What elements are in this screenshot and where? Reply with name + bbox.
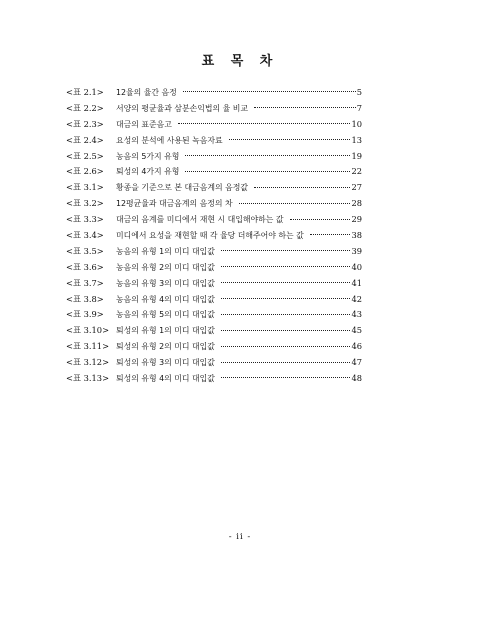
toc-entry-label: <표 2.5> <box>66 150 104 161</box>
toc-entry-title: 황종을 기준으로 본 대금음계의 음정값 <box>116 183 248 193</box>
toc-entry-label: <표 2.6> <box>66 166 104 177</box>
page-title: 표 목 차 <box>201 54 279 69</box>
dot-leader <box>185 155 350 156</box>
toc-entry-title: 요성의 분석에 사용된 녹음자료 <box>116 135 223 145</box>
dot-leader <box>254 107 356 108</box>
dot-leader <box>221 266 351 267</box>
toc-entry[interactable] <box>66 276 362 292</box>
toc-entry-page-number: 10 <box>351 118 362 129</box>
toc-entry-page-number: 28 <box>351 198 362 209</box>
toc-entry-page-number: 42 <box>351 293 362 304</box>
toc-entry-title: 퇴성의 4가지 유형 <box>116 167 180 177</box>
toc-entry-page-number: 27 <box>351 182 362 193</box>
toc-entry-title: 퇴성의 유형 2의 미디 대입값 <box>116 342 215 352</box>
toc-entry[interactable] <box>66 228 362 244</box>
toc-entry-label: <표 3.4> <box>66 230 104 241</box>
dot-leader <box>254 187 350 188</box>
toc-entry[interactable] <box>66 212 362 228</box>
dot-leader <box>221 330 351 331</box>
toc-entry-label: <표 3.3> <box>66 214 104 225</box>
dot-leader <box>221 346 351 347</box>
toc-entry[interactable] <box>66 339 362 355</box>
toc-entry-label: <표 3.13> <box>66 373 110 384</box>
toc-entry[interactable] <box>66 323 362 339</box>
toc-entry-page-number: 19 <box>351 150 362 161</box>
toc-entry-page-number: 45 <box>351 325 362 336</box>
toc-entry-title: 대금의 표준음고 <box>116 119 172 129</box>
toc-entry[interactable] <box>66 85 362 101</box>
toc-entry-page-number: 41 <box>351 277 362 288</box>
toc-entry[interactable] <box>66 307 362 323</box>
toc-entry[interactable] <box>66 133 362 149</box>
toc-entry[interactable] <box>66 117 362 133</box>
toc-entry-label: <표 3.5> <box>66 245 104 256</box>
table-of-contents <box>66 85 362 387</box>
toc-entry-label: <표 2.1> <box>66 87 104 97</box>
toc-entry-page-number: 46 <box>351 341 362 352</box>
toc-entry-label: <표 3.1> <box>66 182 104 193</box>
toc-entry-page-number: 13 <box>351 134 362 145</box>
toc-entry-title: 농음의 유형 1의 미디 대입값 <box>116 246 215 256</box>
toc-entry[interactable] <box>66 196 362 212</box>
toc-entry[interactable] <box>66 244 362 260</box>
toc-entry-label: <표 3.7> <box>66 277 104 288</box>
toc-entry-page-number: 39 <box>351 245 362 256</box>
toc-entry-title: 대금의 음계를 미디에서 재현 시 대입해야하는 값 <box>116 215 284 225</box>
toc-entry-label: <표 2.3> <box>66 118 104 129</box>
toc-entry[interactable] <box>66 164 362 180</box>
toc-entry-label: <표 2.2> <box>66 102 104 113</box>
dot-leader <box>221 314 351 315</box>
dot-leader <box>221 362 351 363</box>
toc-entry-label: <표 3.12> <box>66 357 110 368</box>
toc-entry[interactable] <box>66 371 362 387</box>
dot-leader <box>221 250 351 251</box>
toc-entry[interactable] <box>66 101 362 117</box>
toc-entry-title: 서양의 평균율과 삼분손익법의 율 비교 <box>116 103 248 113</box>
toc-entry-page-number: 48 <box>351 373 362 384</box>
dot-leader <box>290 219 351 220</box>
toc-entry[interactable] <box>66 355 362 371</box>
page-number: - ii - <box>228 532 252 542</box>
dot-leader <box>183 91 356 92</box>
toc-entry-label: <표 3.11> <box>66 341 110 352</box>
toc-entry-label: <표 3.8> <box>66 293 104 304</box>
toc-entry-page-number: 5 <box>356 87 362 97</box>
dot-leader <box>221 298 351 299</box>
dot-leader <box>221 377 351 378</box>
dot-leader <box>221 282 351 283</box>
dot-leader <box>229 139 351 140</box>
toc-entry-title: 퇴성의 유형 1의 미디 대입값 <box>116 326 215 336</box>
toc-entry-page-number: 43 <box>351 309 362 320</box>
toc-entry-title: 농음의 5가지 유형 <box>116 151 180 161</box>
dot-leader <box>310 234 351 235</box>
toc-entry-page-number: 22 <box>351 166 362 177</box>
toc-entry-page-number: 38 <box>351 230 362 241</box>
toc-entry-page-number: 47 <box>351 357 362 368</box>
toc-entry-label: <표 3.6> <box>66 261 104 272</box>
toc-entry-title: 농음의 유형 4의 미디 대입값 <box>116 294 215 304</box>
toc-entry-title: 퇴성의 유형 4의 미디 대입값 <box>116 374 215 384</box>
dot-leader <box>185 171 350 172</box>
toc-entry-title: 12평균율과 대금음계의 음정의 차 <box>116 199 233 209</box>
toc-entry-page-number: 40 <box>351 261 362 272</box>
toc-entry-page-number: 7 <box>356 102 362 113</box>
dot-leader <box>178 123 351 124</box>
toc-entry-title: 12율의 율간 음정 <box>116 88 177 97</box>
toc-entry-label: <표 3.10> <box>66 325 110 336</box>
toc-entry-title: 농음의 유형 5의 미디 대입값 <box>116 310 215 320</box>
toc-entry-title: 퇴성의 유형 3의 미디 대입값 <box>116 358 215 368</box>
toc-entry[interactable] <box>66 180 362 196</box>
toc-entry[interactable] <box>66 292 362 308</box>
toc-entry-title: 미디에서 요성을 재현할 때 각 율당 더해주어야 하는 값 <box>116 231 304 241</box>
dot-leader <box>239 203 351 204</box>
toc-entry-label: <표 2.4> <box>66 134 104 145</box>
toc-entry-label: <표 3.2> <box>66 198 104 209</box>
toc-entry[interactable] <box>66 149 362 165</box>
toc-entry[interactable] <box>66 260 362 276</box>
toc-entry-label: <표 3.9> <box>66 309 104 320</box>
toc-entry-title: 농음의 유형 3의 미디 대입값 <box>116 278 215 288</box>
toc-entry-page-number: 29 <box>351 214 362 225</box>
toc-entry-title: 농음의 유형 2의 미디 대입값 <box>116 262 215 272</box>
